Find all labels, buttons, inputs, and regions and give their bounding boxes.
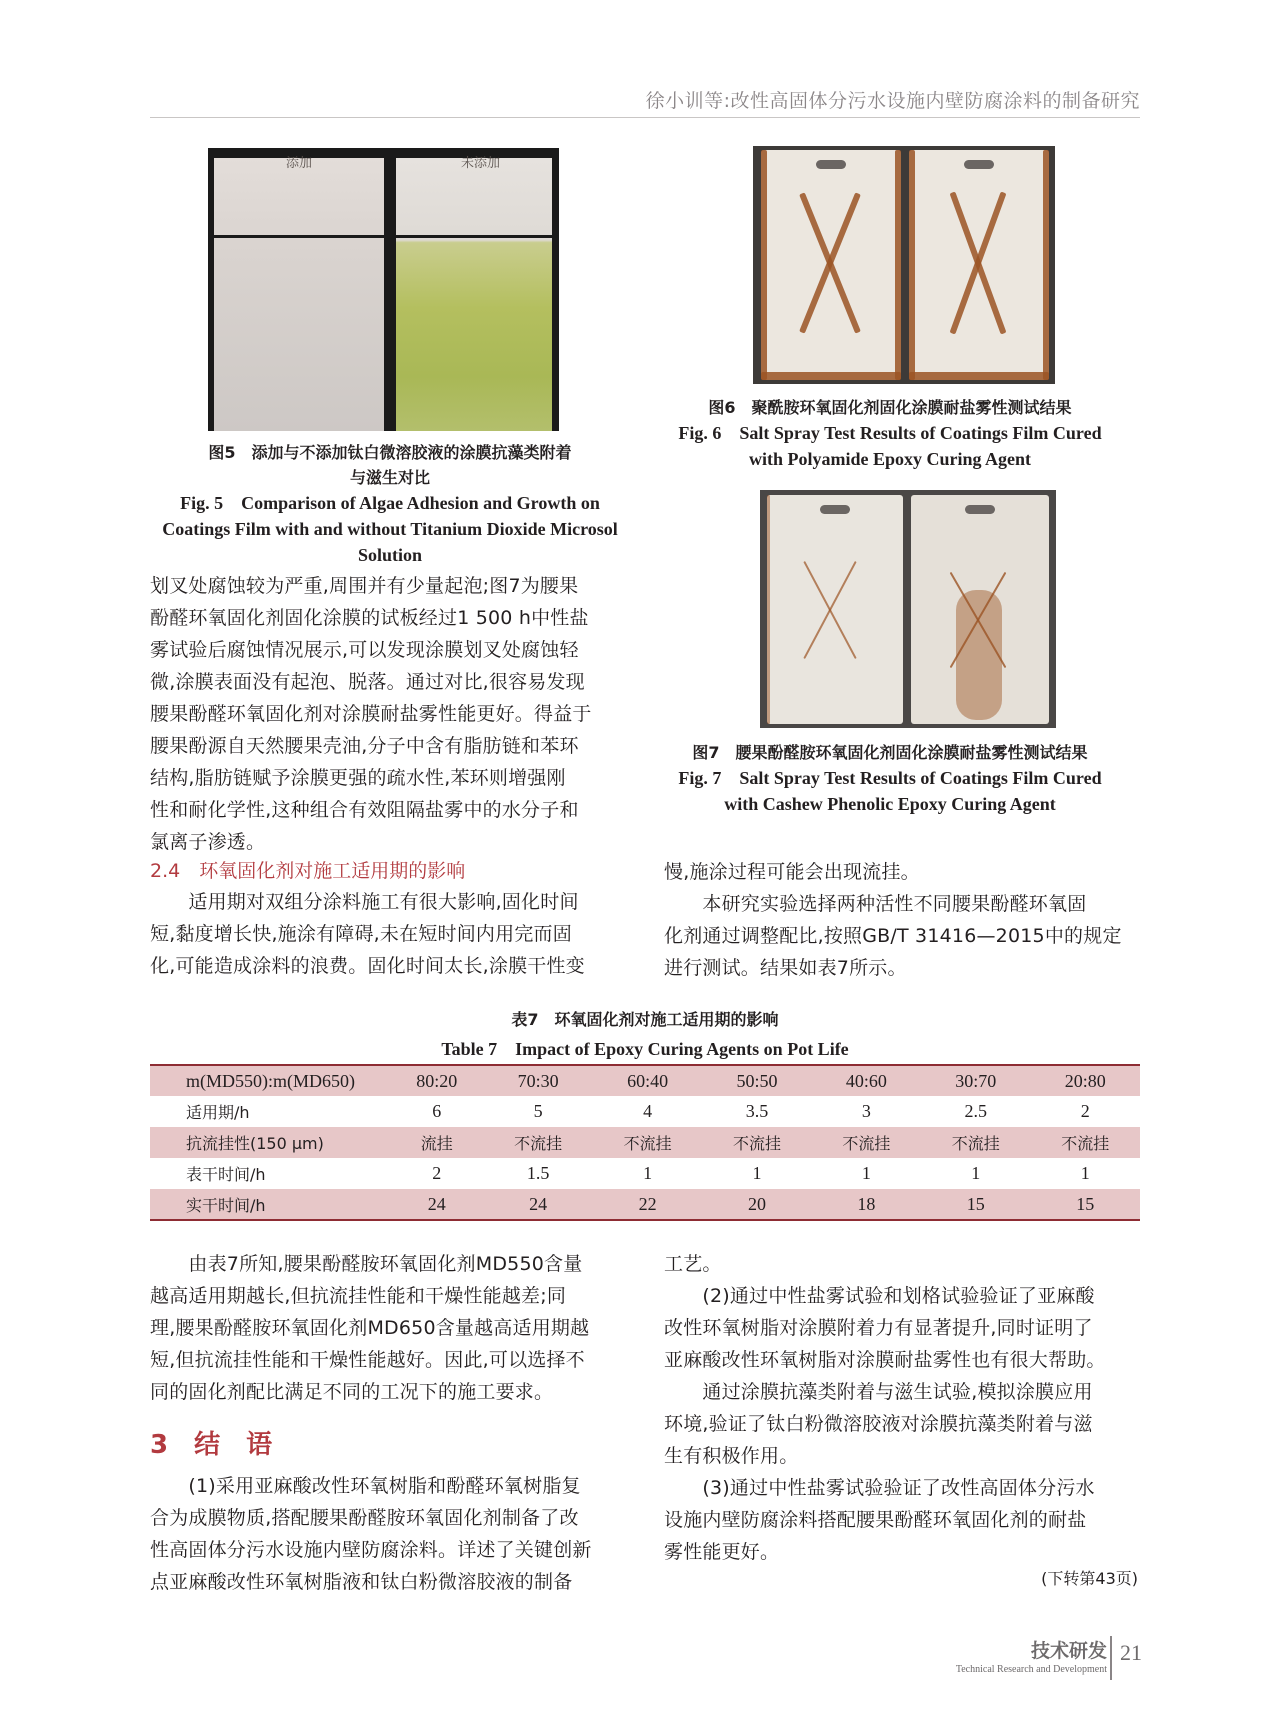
rust-stain bbox=[956, 590, 1002, 720]
left-paragraph-1 bbox=[150, 570, 630, 858]
table-row bbox=[150, 1158, 1140, 1189]
table-cell: 6 bbox=[432, 1101, 442, 1121]
figure-6-caption-en-2: with Polyamide Epoxy Curing Agent bbox=[748, 449, 1032, 469]
text-line: 化剂通过调整配比,按照GB/T 31416—2015中的规定 bbox=[664, 925, 1122, 947]
table-cell: 60:40 bbox=[593, 1065, 702, 1096]
table-cell: 1.5 bbox=[526, 1163, 550, 1183]
table-cell: 抗流挂性(150 μm) bbox=[150, 1127, 390, 1158]
table-cell: 不流挂 bbox=[483, 1127, 592, 1158]
section-heading-3: 3 结 语 bbox=[150, 1430, 273, 1460]
figure-6-photo bbox=[753, 146, 1055, 384]
table-cell: 24 bbox=[390, 1189, 483, 1220]
table-row bbox=[150, 1127, 1140, 1158]
table-cell: 3 bbox=[861, 1101, 871, 1121]
text-line: 性和耐化学性,这种组合有效阻隔盐雾中的水分子和 bbox=[150, 799, 579, 821]
table-cell: 4 bbox=[643, 1101, 653, 1121]
label-added: 添加 bbox=[286, 156, 313, 171]
text-line: 腰果酚源自天然腰果壳油,分子中含有脂肪链和苯环 bbox=[150, 735, 579, 757]
figure-7-caption-en-2: with Cashew Phenolic Epoxy Curing Agent bbox=[724, 794, 1056, 814]
text-line: 氯离子渗透。 bbox=[150, 831, 266, 853]
text-line: 同的固化剂配比满足不同的工况下的施工要求。 bbox=[150, 1381, 554, 1403]
text-line: 合为成膜物质,搭配腰果酚醛胺环氧固化剂制备了改 bbox=[150, 1507, 579, 1529]
figure-5-caption-en-3: Solution bbox=[357, 545, 423, 565]
table-row bbox=[150, 1189, 1140, 1220]
table-cell: 30:70 bbox=[921, 1065, 1030, 1096]
table-cell: 50:50 bbox=[702, 1065, 811, 1096]
test-panel-2 bbox=[911, 495, 1049, 724]
text-line: 通过涂膜抗藻类附着与滋生试验,模拟涂膜应用 bbox=[664, 1381, 1093, 1403]
text-line: 点亚麻酸改性环氧树脂液和钛白粉微溶胶液的制备 bbox=[150, 1571, 573, 1593]
figure-5-caption-zh-1: 图5 添加与不添加钛白微溶胶液的涂膜抗藻类附着 bbox=[208, 443, 572, 462]
table-cell: 3.5 bbox=[745, 1101, 769, 1121]
figure-5-caption-en-1: Fig. 5 Comparison of Algae Adhesion and Growth on bbox=[180, 493, 600, 513]
table-cell: 不流挂 bbox=[921, 1127, 1030, 1158]
table-cell: 适用期/h bbox=[186, 1103, 250, 1122]
rust-edge bbox=[909, 150, 915, 380]
table-cell: 22 bbox=[593, 1189, 702, 1220]
table-cell: 1 bbox=[1080, 1163, 1090, 1183]
text-line: 由表7所知,腰果酚醛胺环氧固化剂MD550含量 bbox=[150, 1253, 583, 1275]
table-7 bbox=[150, 1064, 1140, 1221]
table-cell: 不流挂 bbox=[812, 1127, 921, 1158]
text-line: 结构,脂肪链赋予涂膜更强的疏水性,苯环则增强刚 bbox=[150, 767, 566, 789]
rust-edge bbox=[761, 150, 767, 380]
hang-hole bbox=[964, 160, 994, 169]
rust-edge bbox=[909, 372, 1049, 380]
table-cell: 不流挂 bbox=[1031, 1127, 1141, 1158]
rust-edge bbox=[767, 495, 770, 724]
text-line: 适用期对双组分涂料施工有很大影响,固化时间 bbox=[150, 891, 579, 913]
table-cell: 15 bbox=[921, 1189, 1030, 1220]
test-panel-1 bbox=[767, 495, 903, 724]
table-cell: 1 bbox=[971, 1163, 981, 1183]
figure-5-caption-en-2: Coatings Film with and without Titanium Dioxide Microsol bbox=[162, 519, 618, 539]
table-cell: 20 bbox=[702, 1189, 811, 1220]
text-line: 慢,施涂过程可能会出现流挂。 bbox=[664, 861, 920, 883]
test-panel-1 bbox=[761, 150, 901, 380]
figure-6-caption-zh: 图6 聚酰胺环氧固化剂固化涂膜耐盐雾性测试结果 bbox=[708, 398, 1072, 417]
panel-added bbox=[214, 158, 384, 431]
table-cell: m(MD550):m(MD650) bbox=[150, 1065, 390, 1096]
table-cell: 15 bbox=[1031, 1189, 1141, 1220]
text-line: 本研究实验选择两种活性不同腰果酚醛环氧固 bbox=[664, 893, 1087, 915]
table-cell: 1 bbox=[643, 1163, 653, 1183]
hang-hole bbox=[820, 505, 850, 514]
footer-section-zh: 技术研发 bbox=[1030, 1640, 1107, 1662]
text-line: 划叉处腐蚀较为严重,周围并有少量起泡;图7为腰果 bbox=[150, 575, 579, 597]
page-number: 21 bbox=[1120, 1640, 1142, 1665]
figure-5-photo bbox=[208, 148, 559, 431]
rust-edge bbox=[895, 150, 901, 380]
label-not-added: 未添加 bbox=[461, 156, 501, 171]
table-cell: 1 bbox=[752, 1163, 762, 1183]
figure-5-caption-zh-2: 与滋生对比 bbox=[349, 468, 430, 487]
table-cell: 不流挂 bbox=[702, 1127, 811, 1158]
table-cell: 20:80 bbox=[1031, 1065, 1141, 1096]
table-row bbox=[150, 1096, 1140, 1127]
text-line: (2)通过中性盐雾试验和划格试验验证了亚麻酸 bbox=[664, 1285, 1095, 1307]
text-line: 生有积极作用。 bbox=[664, 1445, 799, 1467]
table-cell: 流挂 bbox=[390, 1127, 483, 1158]
divider-line bbox=[214, 235, 552, 238]
text-line: (3)通过中性盐雾试验验证了改性高固体分污水 bbox=[664, 1477, 1095, 1499]
table-cell: 2.5 bbox=[964, 1101, 988, 1121]
text-line: 微,涂膜表面没有起泡、脱落。通过对比,很容易发现 bbox=[150, 671, 585, 693]
table-cell: 5 bbox=[533, 1101, 543, 1121]
table-cell: 40:60 bbox=[812, 1065, 921, 1096]
figure-7-photo bbox=[760, 490, 1056, 728]
figure-6-caption-en-1: Fig. 6 Salt Spray Test Results of Coatings Film Cured bbox=[678, 423, 1102, 443]
panel-not-added bbox=[396, 158, 552, 431]
table-cell: 2 bbox=[432, 1163, 442, 1183]
table-cell: 2 bbox=[1080, 1101, 1090, 1121]
rust-edge bbox=[1043, 150, 1049, 380]
table-cell: 不流挂 bbox=[593, 1127, 702, 1158]
left-paragraph-3 bbox=[150, 1248, 630, 1408]
text-line: 腰果酚醛环氧固化剂对涂膜耐盐雾性能更好。得益于 bbox=[150, 703, 592, 725]
table-cell: 表干时间/h bbox=[186, 1165, 266, 1184]
text-line: 进行测试。结果如表7所示。 bbox=[664, 957, 907, 979]
text-line: 越高适用期越长,但抗流挂性能和干燥性能越差;同 bbox=[150, 1285, 567, 1307]
footer-section-en: Technical Research and Development bbox=[955, 1664, 1107, 1675]
left-paragraph-4 bbox=[150, 1470, 630, 1598]
left-paragraph-2 bbox=[150, 886, 630, 982]
text-line: 设施内壁防腐涂料搭配腰果酚醛环氧固化剂的耐盐 bbox=[664, 1509, 1087, 1531]
text-line: 改性环氧树脂对涂膜附着力有显著提升,同时证明了 bbox=[664, 1317, 1093, 1339]
hang-hole bbox=[965, 505, 995, 514]
table-cell: 实干时间/h bbox=[150, 1189, 390, 1220]
text-line: 化,可能造成涂料的浪费。固化时间太长,涂膜干性变 bbox=[150, 955, 585, 977]
rust-edge bbox=[761, 372, 901, 380]
text-line: 理,腰果酚醛胺环氧固化剂MD650含量越高适用期越 bbox=[150, 1317, 590, 1339]
table-cell: 24 bbox=[483, 1189, 592, 1220]
table-cell: 1 bbox=[861, 1163, 871, 1183]
figure-7-caption-zh: 图7 腰果酚醛胺环氧固化剂固化涂膜耐盐雾性测试结果 bbox=[692, 743, 1088, 762]
text-line: 短,但抗流挂性能和干燥性能越好。因此,可以选择不 bbox=[150, 1349, 585, 1371]
text-line: 酚醛环氧固化剂固化涂膜的试板经过1 500 h中性盐 bbox=[150, 607, 589, 629]
text-line: 性高固体分污水设施内壁防腐涂料。详述了关键创新 bbox=[150, 1539, 592, 1561]
test-panel-2 bbox=[909, 150, 1049, 380]
right-paragraph-2 bbox=[664, 1248, 1144, 1568]
table-7-title-en: Table 7 Impact of Epoxy Curing Agents on Pot Life bbox=[441, 1039, 849, 1059]
text-line: 工艺。 bbox=[664, 1253, 722, 1275]
text-line: (1)采用亚麻酸改性环氧树脂和酚醛环氧树脂复 bbox=[150, 1475, 581, 1497]
running-head: 徐小训等:改性高固体分污水设施内壁防腐涂料的制备研究 bbox=[150, 88, 1140, 118]
text-line: 环境,验证了钛白粉微溶胶液对涂膜抗藻类附着与滋 bbox=[664, 1413, 1093, 1435]
section-heading-2-4: 2.4 环氧固化剂对施工适用期的影响 bbox=[150, 860, 466, 882]
text-line: 短,黏度增长快,施涂有障碍,未在短时间内用完而固 bbox=[150, 923, 572, 945]
table-cell: 70:30 bbox=[483, 1065, 592, 1096]
text-line: 亚麻酸改性环氧树脂对涂膜耐盐雾性也有很大帮助。 bbox=[664, 1349, 1106, 1371]
table-row bbox=[150, 1065, 1140, 1096]
footer-divider bbox=[1110, 1636, 1112, 1680]
figure-7-caption-en-1: Fig. 7 Salt Spray Test Results of Coatings Film Cured bbox=[678, 768, 1102, 788]
table-cell: 18 bbox=[812, 1189, 921, 1220]
text-line: 雾性能更好。 bbox=[664, 1541, 780, 1563]
table-7-title-zh: 表7 环氧固化剂对施工适用期的影响 bbox=[511, 1010, 779, 1029]
hang-hole bbox=[816, 160, 846, 169]
text-line: 雾试验后腐蚀情况展示,可以发现涂膜划叉处腐蚀轻 bbox=[150, 639, 579, 661]
right-paragraph-1 bbox=[664, 856, 1144, 984]
table-cell: 80:20 bbox=[390, 1065, 483, 1096]
continued-note: (下转第43页) bbox=[1041, 1569, 1138, 1588]
